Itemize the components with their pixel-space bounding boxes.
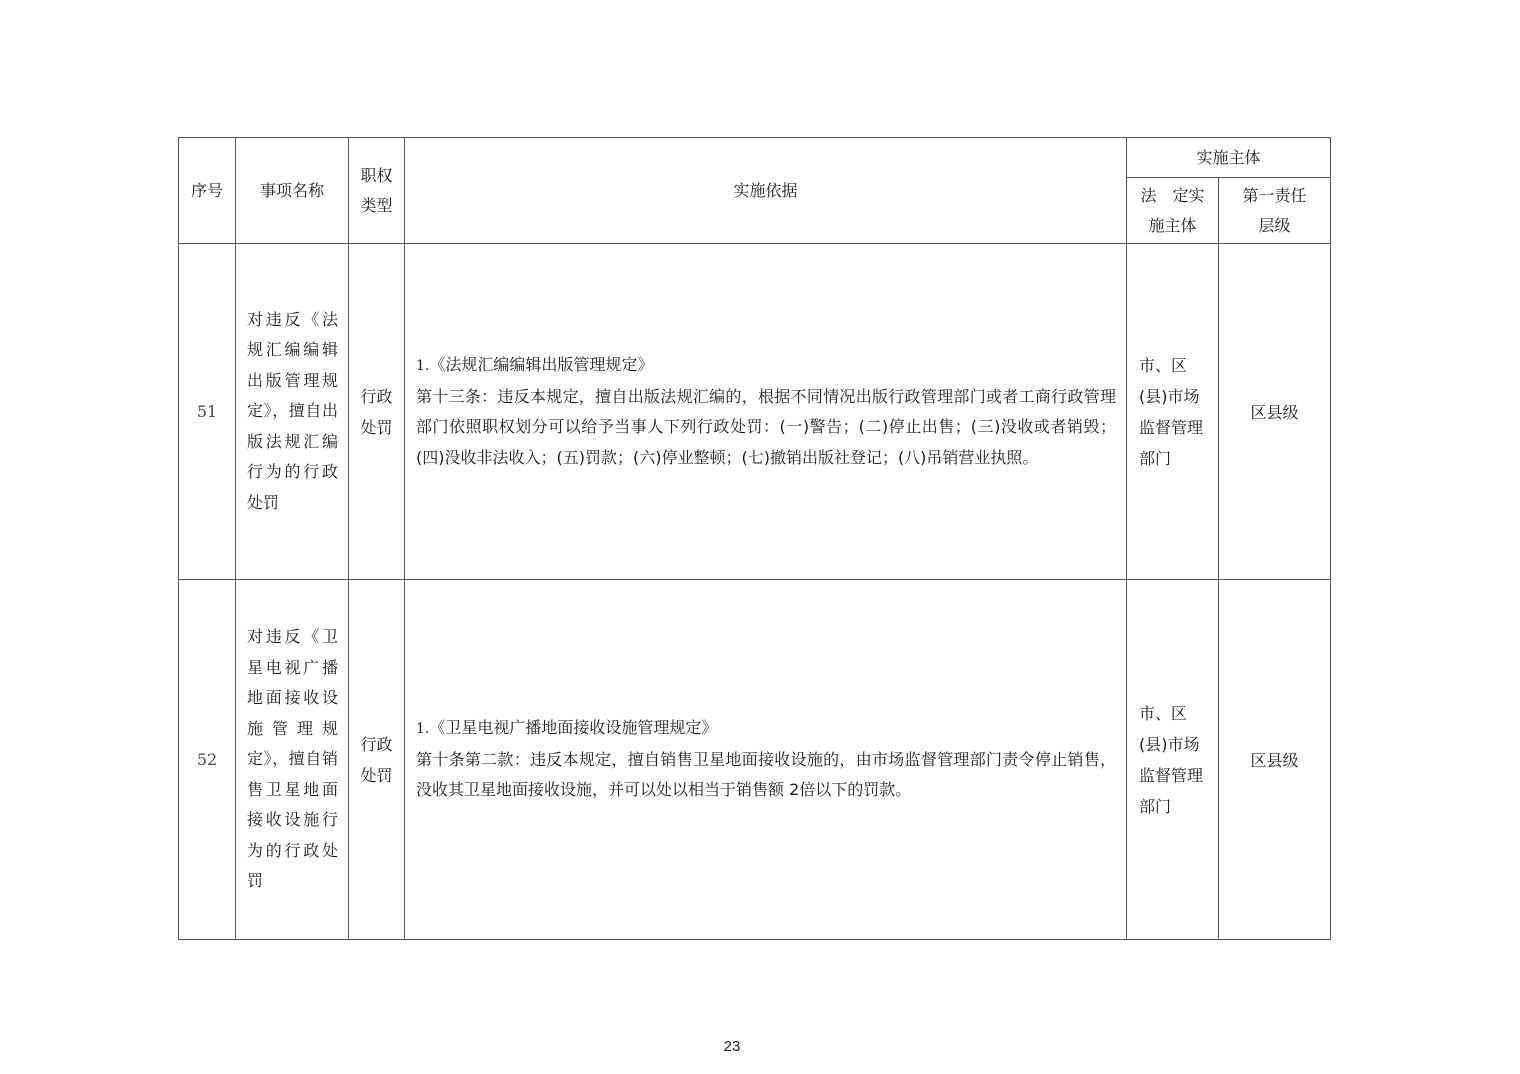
basis-law-name: 《卫星电视广播地面接收设施管理规定》 — [429, 718, 718, 738]
basis-number: 1. — [416, 358, 430, 374]
row-basis — [405, 244, 1127, 580]
basis-law-title — [416, 350, 1116, 382]
row-first-level: 区县级 — [1219, 580, 1331, 940]
row-item-name: 对违反《法规汇编编辑出版管理规定》，擅自出版法规汇编行为的行政处罚 — [236, 244, 349, 580]
header-implementing-subject: 实施主体 — [1127, 138, 1331, 178]
page-number: 23 — [723, 1038, 741, 1055]
row-seq: 51 — [179, 244, 236, 580]
header-authority-type: 职权类型 — [349, 138, 405, 244]
enforcement-items-table — [178, 137, 1331, 940]
basis-law-title — [416, 713, 1116, 745]
table-row — [179, 244, 1331, 580]
row-legal-subject: 市、区(县)市场监督管理部门 — [1127, 244, 1219, 580]
header-basis: 实施依据 — [405, 138, 1127, 244]
basis-law-name: 《法规汇编编辑出版管理规定》 — [429, 355, 654, 374]
row-item-name: 对违反《卫星电视广播地面接收设施管理规定》，擅自销售卫星地面接收设施行为的行政处罚 — [236, 580, 349, 940]
row-authority-type: 行政处罚 — [349, 580, 405, 940]
row-basis — [405, 580, 1127, 940]
row-seq: 52 — [179, 580, 236, 940]
row-legal-subject: 市、区(县)市场监督管理部门 — [1127, 580, 1219, 940]
basis-article: 第十三条：违反本规定，擅自出版法规汇编的，根据不同情况出版行政管理部门或者工商行政管理部门依照职权划分可以给予当事人下列行政处罚：(一)警告；(二)停止出售；(三)没收或者销毁；(四)没收非法收入；(五)罚款；(六)停业整顿；(七)撤销出版社登记；(八)吊销营业执照。 — [416, 386, 1116, 467]
row-first-level: 区县级 — [1219, 244, 1331, 580]
row-authority-type: 行政处罚 — [349, 244, 405, 580]
header-seq: 序号 — [179, 138, 236, 244]
table-row — [179, 580, 1331, 940]
header-item-name: 事项名称 — [236, 138, 349, 244]
basis-number: 1. — [416, 721, 430, 738]
header-first-level: 第一责任层级 — [1219, 178, 1331, 244]
header-legal-subject: 法 定实施主体 — [1127, 178, 1219, 244]
basis-article: 第十条第二款：违反本规定，擅自销售卫星地面接收设施的，由市场监督管理部门责令停止销售，没收其卫星地面接收设施，并可以处以相当于销售额 2倍以下的罚款。 — [416, 749, 1116, 800]
